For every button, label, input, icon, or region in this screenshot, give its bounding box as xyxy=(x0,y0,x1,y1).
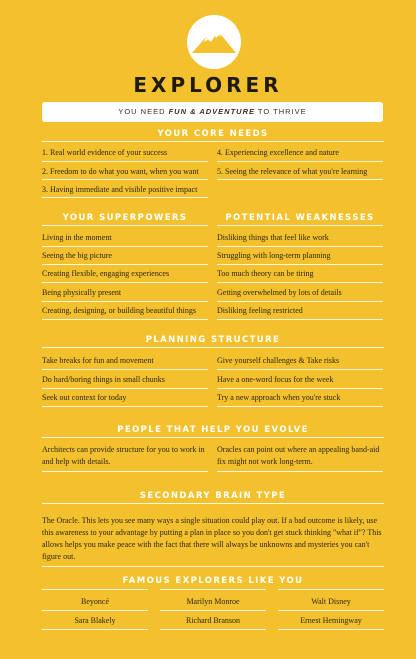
core-need-item: 2. Freedom to do what you want, when you want xyxy=(42,167,199,176)
divider xyxy=(42,225,208,226)
planning-item: Try a new approach when you're stuck xyxy=(217,393,341,402)
tagline-banner xyxy=(42,102,383,122)
divider xyxy=(42,610,148,611)
divider xyxy=(42,566,384,567)
weakness-item: Struggling with long-term planning xyxy=(217,251,331,260)
divider xyxy=(42,246,208,247)
weakness-item: Too much theory can be tiring xyxy=(217,269,314,278)
divider xyxy=(42,319,208,320)
core-need-item: 3. Having immediate and visible positive impact xyxy=(42,185,198,194)
tagline-prefix: YOU NEED xyxy=(118,107,169,116)
divider xyxy=(42,141,384,142)
planning-item: Seek out context for today xyxy=(42,393,127,402)
weakness-item: Disliking things that feel like work xyxy=(217,233,329,242)
page-title: EXPLORER xyxy=(133,73,283,97)
core-need-item: 4. Experiencing excellence and nature xyxy=(217,148,339,157)
divider xyxy=(217,369,383,370)
famous-heading: FAMOUS EXPLORERS LIKE YOU xyxy=(122,576,304,586)
mountain-logo xyxy=(187,15,241,69)
divider xyxy=(42,161,208,162)
weaknesses-heading: POTENTIAL WEAKNESSES xyxy=(225,213,375,223)
divider xyxy=(42,589,148,590)
famous-name: Ernest Hemingway xyxy=(300,616,362,625)
evolve-heading: PEOPLE THAT HELP YOU EVOLVE xyxy=(117,425,309,435)
weakness-item: Getting overwhelmed by lots of details xyxy=(217,288,342,297)
planning-item: Take breaks for fun and movement xyxy=(42,356,154,365)
divider xyxy=(42,388,208,389)
superpower-item: Creating, designing, or building beautiful things xyxy=(42,306,196,315)
famous-name: Beyoncé xyxy=(81,597,109,606)
divider xyxy=(160,589,266,590)
divider xyxy=(160,629,266,630)
superpower-item: Creating flexible, engaging experiences xyxy=(42,269,170,278)
divider xyxy=(217,406,383,407)
divider xyxy=(217,319,383,320)
divider xyxy=(42,347,384,348)
superpower-item: Seeing the big picture xyxy=(42,251,112,260)
planning-item: Do hard/boring things in small chunks xyxy=(42,375,165,384)
divider xyxy=(217,282,383,283)
famous-name: Walt Disney xyxy=(311,597,351,606)
superpower-item: Being physically present xyxy=(42,288,122,297)
divider xyxy=(42,369,208,370)
planning-item: Give yourself challenges & Take risks xyxy=(217,356,340,365)
superpowers-heading: YOUR SUPERPOWERS xyxy=(62,213,188,223)
divider xyxy=(278,589,384,590)
secondary-heading: SECONDARY BRAIN TYPE xyxy=(139,491,287,501)
divider xyxy=(42,406,208,407)
divider xyxy=(278,629,384,630)
divider xyxy=(217,246,383,247)
planning-item: Have a one-word focus for the week xyxy=(217,375,334,384)
tagline-bold: FUN & ADVENTURE xyxy=(168,107,255,116)
tagline-suffix: TO THRIVE xyxy=(254,107,307,116)
divider xyxy=(217,301,383,302)
divider xyxy=(217,471,383,472)
divider xyxy=(42,437,384,438)
superpower-item: Living in the moment xyxy=(42,233,112,242)
divider xyxy=(42,179,208,180)
divider xyxy=(42,197,208,198)
secondary-text: The Oracle. This lets you see many ways a single situation could play out. If a bad outcome is likely, use this awareness to your advantage by putting a plan in place so you don't get stuck thinking "what if"? This allows helps you make peace with the fact that there will always be unknowns and mysteries you can't figure out. xyxy=(42,516,382,561)
evolve-oracles: Oracles can point out where an appealing band-aid fix might not work long-term. xyxy=(217,445,380,466)
mountain-icon xyxy=(187,15,241,69)
divider xyxy=(217,161,383,162)
divider xyxy=(42,282,208,283)
divider xyxy=(278,610,384,611)
planning-heading: PLANNING STRUCTURE xyxy=(145,335,281,345)
famous-name: Richard Branson xyxy=(186,616,240,625)
divider xyxy=(217,179,383,180)
divider xyxy=(217,225,383,226)
divider xyxy=(160,610,266,611)
core-needs-heading: YOUR CORE NEEDS xyxy=(157,129,269,139)
famous-name: Marilyn Monroe xyxy=(186,597,240,606)
core-need-item: 1. Real world evidence of your success xyxy=(42,148,168,157)
evolve-architects: Architects can provide structure for you to work in and help with details. xyxy=(42,445,205,466)
core-need-item: 5. Seeing the relevance of what you're learning xyxy=(217,167,368,176)
weakness-item: Disliking feeling restricted xyxy=(217,306,303,315)
divider xyxy=(217,388,383,389)
divider xyxy=(42,264,208,265)
divider xyxy=(42,503,384,504)
famous-name: Sara Blakely xyxy=(74,616,116,625)
divider xyxy=(42,471,208,472)
divider xyxy=(217,264,383,265)
divider xyxy=(42,301,208,302)
divider xyxy=(42,629,148,630)
